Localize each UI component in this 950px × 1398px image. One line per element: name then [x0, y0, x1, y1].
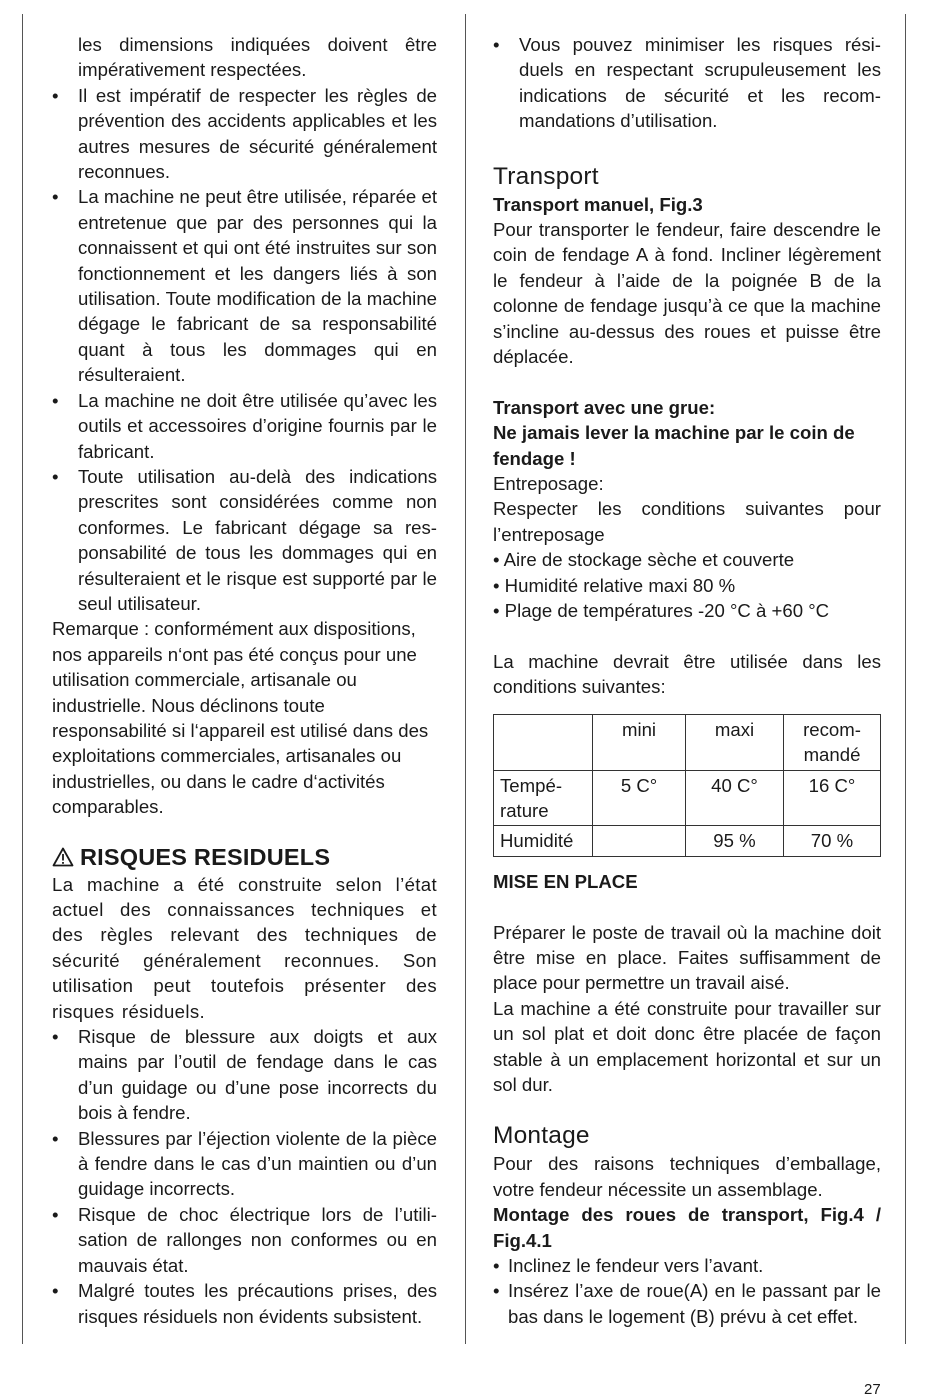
storage-item: • Plage de températures -20 °C à +60 °C [493, 600, 830, 622]
list-item: • La machine ne doit être utilisée qu’avec les outils et accessoires d’origine fournis par le fabricant. [52, 389, 437, 462]
table-cell [494, 714, 593, 770]
bullet: • [52, 389, 59, 411]
table-cell: 40 C° [686, 770, 784, 826]
mise-en-place-heading: MISE EN PLACE [493, 870, 638, 892]
wheels-subheading: Montage des roues de transport, Fig.4 / Fig.4.1 [493, 1204, 881, 1251]
table-row [494, 770, 881, 826]
risks-heading: RISQUES RESIDUELS [52, 842, 437, 872]
table-cell: Température [494, 770, 593, 826]
bullet: • [52, 84, 59, 106]
bullet: • [493, 1255, 500, 1277]
warning-triangle-icon [52, 847, 74, 867]
storage-label: Entreposage: [493, 473, 604, 495]
list-item: • La machine ne peut être utilisée, réparée et entretenue que par des personnes qui la connaissent et qui ont été instruites sur son fonctionnement et les dangers liés à son utilisation. Toute modification de la machine dégage le fabricant de sa responsabilité quant à tous les dommages qui en résulteraient. [52, 186, 437, 386]
storage-text: Respecter les conditions suivantes pour l’entreposage [493, 498, 881, 545]
list-item: • Il est impératif de respecter les règles de prévention des accidents applicables et les autres mesures de sécurité généralement reconnues. [52, 84, 437, 183]
list-item: • Vous pouvez minimiser les risques résiduels en respectant scrupuleusement les indications de sécurité et les recommandations d’utilisation. [493, 34, 881, 132]
table-row [494, 826, 881, 856]
montage-text: Pour des raisons techniques d’emballage, votre fendeur nécessite un assemblage. [493, 1153, 881, 1200]
risks-intro: La machine a été construite selon l’état actuel des connaissances techniques et des règles relevant des techniques de sécurité généralement reconnues. Son utilisation peut toutefois présenter des risques résiduels. [52, 873, 437, 1022]
storage-item: • Humidité relative maxi 80 % [493, 574, 736, 596]
conditions-table [493, 714, 881, 857]
bullet: • [52, 186, 59, 208]
list-item: • Blessures par l’éjection violente de la pièce à fendre dans le cas d’un maintien ou d’un guidage incorrects. [52, 1127, 437, 1200]
left-margin-rule [22, 14, 23, 1344]
list-item: • Insérez l’axe de roue(A) en le passant par le bas dans le logement (B) prévu à cet effet. [493, 1280, 881, 1327]
table-header-row [494, 714, 881, 770]
bullet: • [493, 1280, 500, 1302]
storage-item: • Aire de stockage sèche et couverte [493, 549, 795, 571]
remark-paragraph: Remarque : conformément aux dispositions, nos appareils n‘ont pas été conçus pour une utilisation commerciale, artisanale ou industrielle. Nous déclinons toute responsabilité si l‘appareil est utilisé dans des exploitations commerciales, artisanales ou industrielles, ou dans le cadre d‘activités comparables. [52, 618, 429, 818]
conditions-text: La machine devrait être utilisée dans les conditions suivantes: [493, 650, 881, 698]
crane-warning: Ne jamais lever la machine par le coin de fendage ! [493, 422, 855, 469]
table-cell: 5 C° [593, 770, 686, 826]
manual-transport-text: Pour transporter le fendeur, faire descendre le coin de fendage A à fond. Incliner légèrement le fendeur à l’aide de la poignée B de la colonne de fendage jusqu’à ce que la machine s’incline au-dessus des roues et puisse être déplacée. [493, 219, 881, 368]
montage-heading: Montage [493, 1122, 590, 1150]
bullet: • [52, 1026, 59, 1048]
bullet: • [52, 1127, 59, 1149]
intro-continuation: les dimensions indiquées doivent être impérativement respectées. [78, 34, 437, 81]
mise-en-place-text-2: La machine a été construite pour travailler sur un sol plat et doit donc être placée de façon stable à un emplacement horizontal et sur un sol dur. [493, 997, 881, 1095]
list-item: • Risque de blessure aux doigts et aux mains par l’outil de fendage dans le cas d’un guidage ou d’une pose incorrects du bois à fendre. [52, 1026, 437, 1124]
bullet: • [52, 465, 59, 487]
table-cell: Humidité [494, 826, 593, 856]
center-column-rule [465, 14, 466, 1344]
table-cell: 16 C° [784, 770, 881, 826]
right-column [493, 32, 881, 1329]
table-cell: recommandé [784, 714, 881, 770]
list-item: • Toute utilisation au-delà des indications prescrites sont considérées comme non conformes. Le fabricant dégage sa responsabilité de tous les dommages qui en résulteraient et le risque est supporté par le seul utilisateur. [52, 465, 437, 614]
list-item: • Malgré toutes les précautions prises, des risques résiduels non évidents subsistent. [52, 1280, 437, 1327]
transport-heading: Transport [493, 162, 599, 190]
bullet: • [493, 34, 500, 55]
right-margin-rule [905, 14, 906, 1344]
table-cell: mini [593, 714, 686, 770]
crane-transport-subheading: Transport avec une grue: [493, 396, 716, 418]
bullet: • [52, 1280, 59, 1302]
table-cell: 95 % [686, 826, 784, 856]
table-cell [593, 826, 686, 856]
table-cell: 70 % [784, 826, 881, 856]
manual-transport-subheading: Transport manuel, Fig.3 [493, 193, 703, 215]
table-cell: maxi [686, 714, 784, 770]
bullet: • [52, 1203, 59, 1225]
mise-en-place-text: Préparer le poste de travail où la machine doit être mise en place. Faites suffisamment de place pour permettre un travail aisé. [493, 921, 881, 994]
list-item: • Inclinez le fendeur vers l’avant. [493, 1253, 881, 1278]
left-column [52, 32, 437, 1329]
list-item: • Risque de choc électrique lors de l’utilisation de rallonges non conformes ou en mauvais état. [52, 1203, 437, 1276]
page-number: 27 [864, 1381, 881, 1398]
